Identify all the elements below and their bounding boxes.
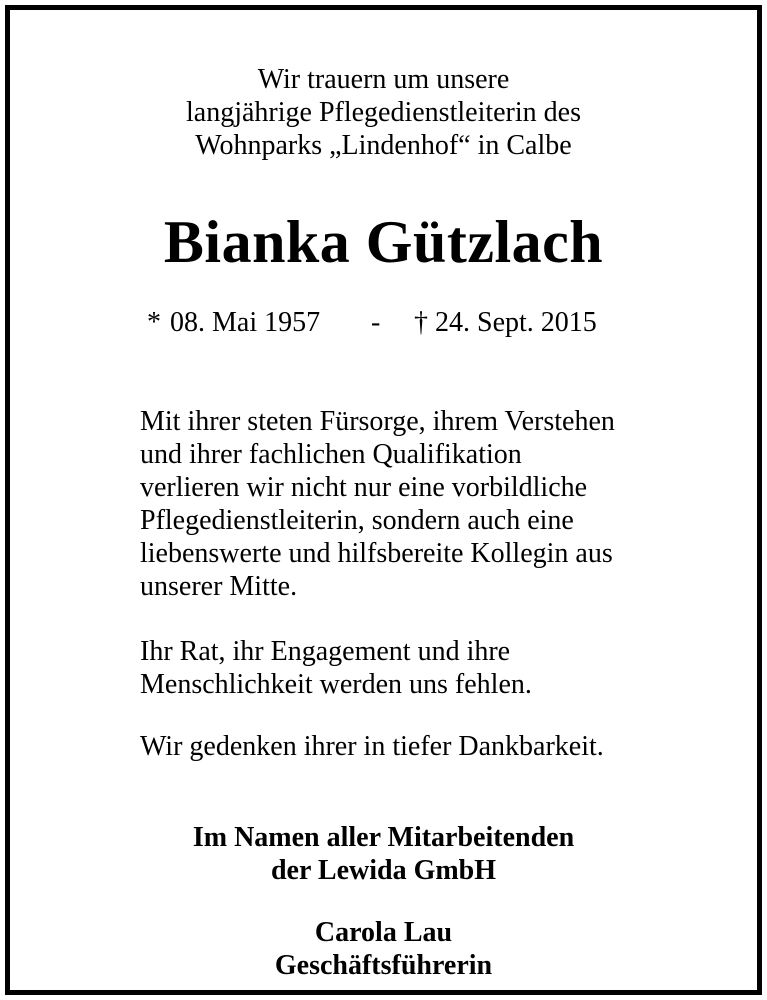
intro-line: Wohnparks „Lindenhof“ in Calbe bbox=[195, 130, 572, 161]
date-separator: - bbox=[371, 307, 381, 338]
birth-symbol: * bbox=[147, 307, 161, 338]
signature-group-line: Im Namen aller Mitarbeitenden bbox=[192, 822, 575, 853]
paragraph-line: Wir gedenken ihrer in tiefer Dankbarkeit. bbox=[140, 731, 604, 762]
paragraph-line: Mit ihrer steten Fürsorge, ihrem Verstehen bbox=[140, 406, 615, 437]
obituary-notice bbox=[5, 5, 762, 995]
paragraph-line: und ihrer fachlichen Qualifikation bbox=[140, 439, 522, 470]
paragraph-line: unserer Mitte. bbox=[140, 571, 298, 602]
death-date: 24. Sept. 2015 bbox=[435, 307, 597, 338]
paragraph-line: verlieren wir nicht nur eine vorbildliche bbox=[140, 472, 588, 503]
death-symbol: † bbox=[414, 307, 428, 338]
paragraph-line: liebenswerte und hilfsbereite Kollegin aus bbox=[140, 538, 613, 569]
paragraph-line: Ihr Rat, ihr Engagement und ihre bbox=[140, 636, 511, 667]
signature-person-name: Carola Lau bbox=[314, 917, 453, 948]
paragraph-line: Menschlichkeit werden uns fehlen. bbox=[140, 669, 532, 700]
deceased-name: Bianka Gützlach bbox=[163, 209, 604, 275]
birth-date: 08. Mai 1957 bbox=[170, 307, 321, 338]
intro-line: langjährige Pflegedienstleiterin des bbox=[186, 97, 581, 128]
intro-line: Wir trauern um unsere bbox=[257, 64, 510, 95]
signature-person-title: Geschäftsführerin bbox=[274, 950, 493, 981]
paragraph-line: Pflegedienstleiterin, sondern auch eine bbox=[140, 505, 574, 536]
signature-group-line: der Lewida GmbH bbox=[270, 855, 497, 886]
